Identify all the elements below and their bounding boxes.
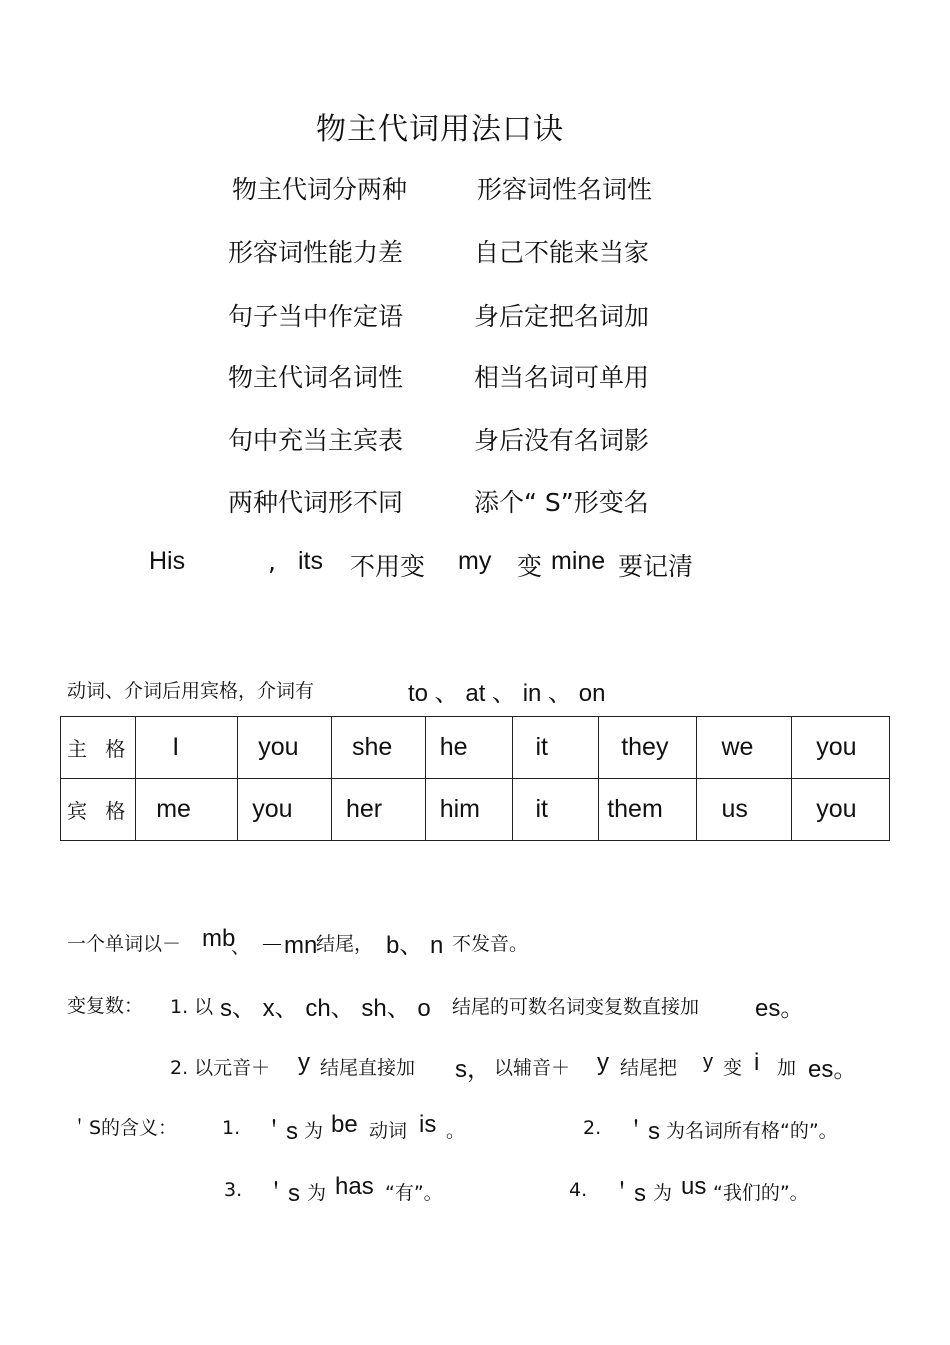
verse-2-left: 形容词性能力差 — [228, 238, 404, 267]
rule-bian: 变 — [517, 552, 543, 581]
silent-rule-mn: －mn — [260, 932, 318, 959]
object-case-label: 宾 格 — [61, 779, 136, 841]
subject-cell: she — [331, 717, 425, 779]
meaning-3-num: 3. — [224, 1179, 243, 1201]
rule-remember: 要记清 — [618, 552, 694, 581]
object-cell: you — [792, 779, 890, 841]
object-cell: you — [238, 779, 332, 841]
object-cell: us — [697, 779, 792, 841]
object-cell: me — [136, 779, 238, 841]
plural-rule2-a: 2. 以元音＋ — [170, 1057, 271, 1079]
verse-5-left: 句中充当主宾表 — [228, 426, 404, 455]
meaning-1-is: is — [419, 1111, 437, 1138]
subject-case-label: 主 格 — [61, 717, 136, 779]
silent-rule-ending: 结尾， — [316, 933, 374, 955]
page-title: 物主代词用法口诀 — [316, 112, 564, 147]
verse-4-right: 相当名词可单用 — [474, 363, 650, 392]
meaning-1-end: 。 — [446, 1120, 466, 1142]
verse-6-right: 添个“ S”形变名 — [474, 488, 649, 517]
meaning-1-s: ＇s — [262, 1118, 298, 1145]
meaning-2-num: 2. — [583, 1117, 602, 1139]
object-case-note: 动词、介词后用宾格，介词有 — [67, 680, 315, 702]
silent-rule-sep: 、 — [231, 936, 251, 958]
plural-rule2-y2: y — [597, 1049, 609, 1076]
silent-rule-silent: 不发音。 — [452, 933, 529, 955]
subject-cell: it — [513, 717, 599, 779]
meaning-1-num: 1. — [222, 1117, 241, 1139]
subject-cell: I — [136, 717, 238, 779]
plural-rule1-letters: s、 x、 ch、 sh、 o — [220, 995, 431, 1022]
plural-rule2-es: es。 — [808, 1056, 858, 1083]
meaning-4-num: 4. — [569, 1179, 588, 1201]
object-cell: it — [513, 779, 599, 841]
meaning-3-s: ＇s — [264, 1180, 300, 1207]
verse-4-left: 物主代词名词性 — [228, 363, 404, 392]
plural-rule2-f: 加 — [777, 1057, 797, 1079]
verse-3-right: 身后定把名词加 — [474, 302, 650, 331]
subject-case-row — [61, 717, 890, 779]
meaning-1-wei: 为 — [304, 1120, 324, 1142]
plural-label: 变复数： — [67, 995, 144, 1017]
object-cell: them — [599, 779, 697, 841]
rule-my: my — [458, 547, 492, 575]
subject-cell: you — [238, 717, 332, 779]
preposition-list: to 、 at 、 in 、 on — [408, 680, 606, 707]
subject-cell: they — [599, 717, 697, 779]
verse-1-right: 形容词性名词性 — [477, 175, 653, 204]
pronoun-table — [60, 716, 890, 841]
verse-6-left: 两种代词形不同 — [228, 488, 404, 517]
verse-5-right: 身后没有名词影 — [474, 426, 650, 455]
subject-cell: he — [425, 717, 513, 779]
rule-mine: mine — [551, 547, 606, 575]
object-cell: her — [331, 779, 425, 841]
plural-rule1-num: 1. 以 — [170, 996, 214, 1018]
plural-rule2-e: 变 — [723, 1057, 743, 1079]
silent-rule-mb: mb — [202, 925, 236, 952]
meaning-3-wei: 为 — [307, 1182, 327, 1204]
plural-rule2-y3: y — [703, 1051, 713, 1073]
silent-rule-letters: b、 n — [386, 932, 444, 959]
plural-rule1-es: es。 — [755, 995, 805, 1022]
plural-rule2-c: 以辅音＋ — [494, 1057, 571, 1079]
silent-rule-start: 一个单词以－ — [67, 933, 182, 955]
subject-cell: we — [697, 717, 792, 779]
meaning-2-s: ＇s — [624, 1118, 660, 1145]
verse-3-left: 句子当中作定语 — [228, 302, 404, 331]
verse-2-right: 自己不能来当家 — [474, 238, 650, 267]
plural-rule2-d: 结尾把 — [620, 1057, 678, 1079]
object-case-row — [61, 779, 890, 841]
verse-1-left: 物主代词分两种 — [232, 175, 408, 204]
rule-comma: , — [268, 547, 276, 576]
apostrophe-s-label: ＇S的含义： — [70, 1117, 178, 1139]
meaning-2-text: 为名词所有格“的”。 — [666, 1120, 838, 1142]
subject-cell: you — [792, 717, 890, 779]
meaning-4-us: us — [681, 1173, 707, 1200]
meaning-4-s: ＇s — [610, 1180, 646, 1207]
meaning-1-be: be — [331, 1111, 358, 1138]
meaning-3-has: has — [335, 1173, 374, 1200]
meaning-4-text: “我们的”。 — [713, 1182, 809, 1204]
plural-rule2-y: y — [298, 1049, 310, 1076]
rule-his: His — [149, 547, 186, 575]
rule-no-change: 不用变 — [350, 552, 426, 581]
plural-rule2-s: s， — [455, 1056, 491, 1083]
meaning-4-wei: 为 — [653, 1182, 673, 1204]
plural-rule1-text: 结尾的可数名词变复数直接加 — [452, 996, 700, 1018]
meaning-3-text: “有”。 — [385, 1182, 443, 1204]
rule-its: its — [298, 547, 323, 575]
meaning-1-verb: 动词 — [369, 1120, 408, 1142]
object-cell: him — [425, 779, 513, 841]
plural-rule2-b: 结尾直接加 — [320, 1057, 416, 1079]
plural-rule2-i: i — [754, 1049, 760, 1076]
